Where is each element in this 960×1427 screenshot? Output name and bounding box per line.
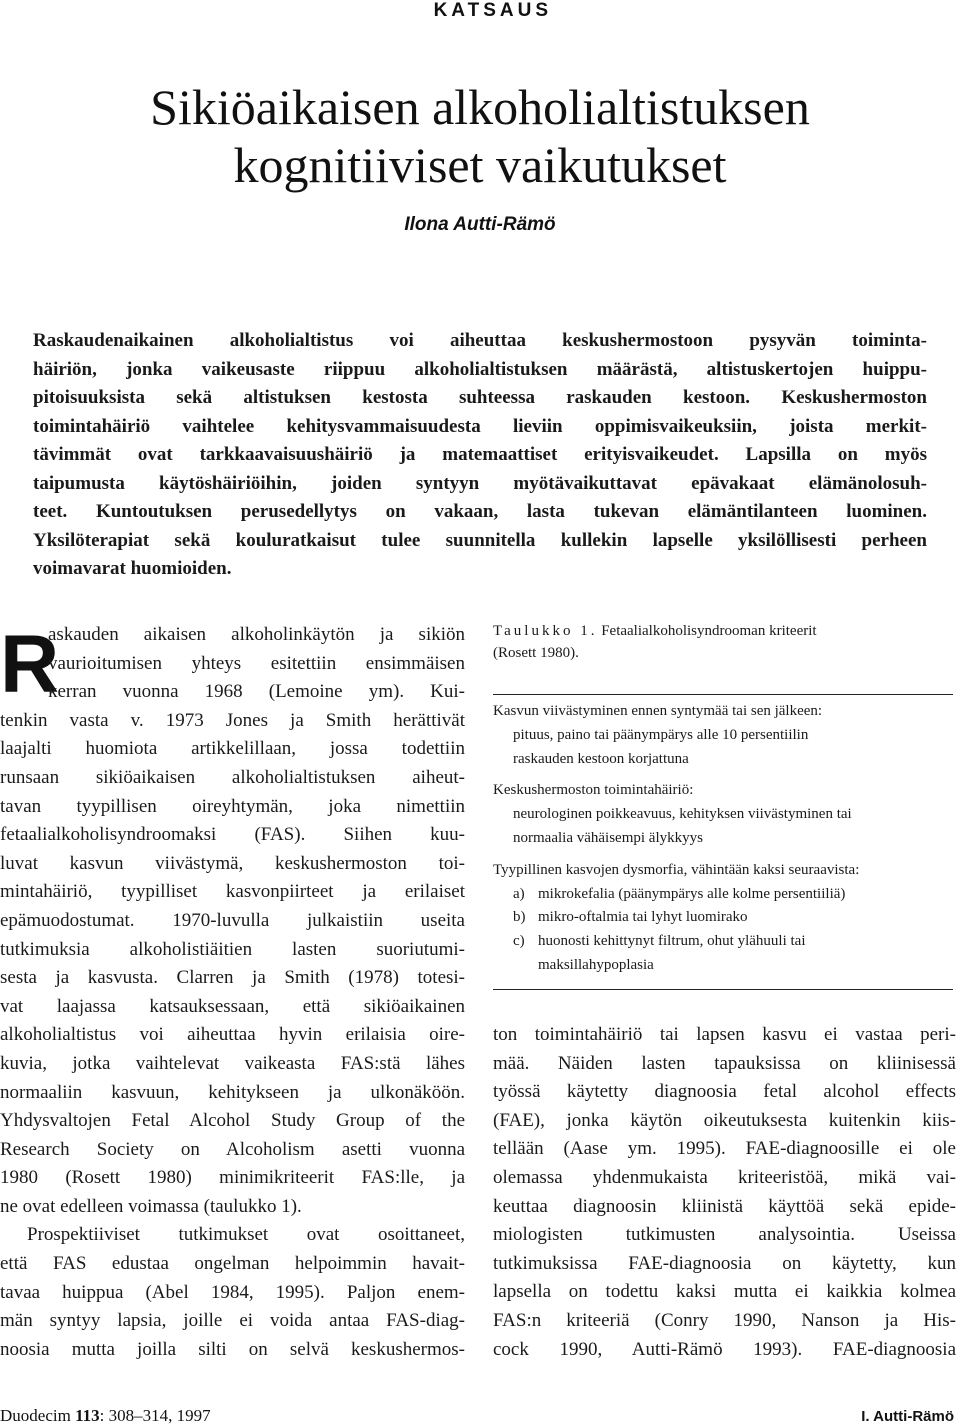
body-line: ne ovat edelleen voimassa (taulukko 1). bbox=[0, 1195, 302, 1217]
item-text: mikro-oftalmia tai lyhyt luomirako bbox=[538, 909, 748, 926]
criterion-cns bbox=[493, 779, 953, 850]
criterion-detail: raskauden kestoon korjattuna bbox=[513, 750, 689, 767]
abstract-line: taipumusta käytöshäiriöihin, joiden syntyyn myötävaikuttavat epävakaat elämänolosuh- bbox=[33, 472, 927, 494]
body-line: luvat kasvun viivästymä, keskushermoston toi- bbox=[0, 852, 465, 874]
abstract-line: Yksilöterapiat sekä kouluratkaisut tulee suunnitella kullekin lapselle yksilöllisesti perheen bbox=[33, 529, 927, 551]
body-line: fetaalialkoholisyndroomaksi (FAS). Siihen kuu- bbox=[0, 824, 465, 846]
table-caption bbox=[493, 620, 953, 664]
footer-author: I. Autti-Rämö bbox=[861, 1408, 954, 1425]
body-line: tutkimuksissa FAE-diagnoosia on käytetty, kun bbox=[493, 1252, 956, 1274]
body-line: noosia mutta joilla silti on selvä keskushermos- bbox=[0, 1338, 465, 1360]
article-title bbox=[0, 78, 960, 194]
body-line: tellään (Aase ym. 1995). FAE-diagnoosille ei ole bbox=[493, 1138, 956, 1160]
body-line: ton toimintahäiriö tai lapsen kasvu ei vastaa peri- bbox=[493, 1024, 956, 1045]
body-line: tavaa huippua (Abel 1984, 1995). Paljon enem- bbox=[0, 1281, 465, 1303]
criterion-heading: Kasvun viivästyminen ennen syntymää tai sen jälkeen: bbox=[493, 703, 823, 719]
body-line: 1980 (Rosett 1980) minimikriteerit FAS:lle, ja bbox=[0, 1167, 465, 1189]
body-line: Yhdysvaltojen Fetal Alcohol Study Group of the bbox=[0, 1110, 465, 1132]
body-line: FAS:n kriteeriä (Conry 1990, Nanson ja His- bbox=[493, 1309, 956, 1331]
body-line: mää. Näiden lasten tapauksissa on kliinisessä bbox=[493, 1052, 956, 1074]
body-line: miologisten tutkimusten analysointia. Useissa bbox=[493, 1224, 956, 1246]
abstract-line: toimintahäiriö vaihtelee kehitysvammaisuudesta lieviin oppimisvaikeuksiin, joista merkit- bbox=[33, 415, 927, 437]
criterion-item bbox=[493, 930, 953, 954]
body-line: keuttaa diagnoosin kliinistä käyttöä sekä epide- bbox=[493, 1195, 956, 1217]
table-bottom-rule bbox=[493, 989, 953, 990]
body-line: normaaliin kasvuun, kehitykseen ja ulkonäköön. bbox=[0, 1081, 465, 1103]
abstract-line: Raskaudenaikainen alkoholialtistus voi aiheuttaa keskushermostoon pysyvän toiminta- bbox=[33, 330, 927, 351]
criterion-heading: Keskushermoston toimintahäiriö: bbox=[493, 782, 694, 799]
body-line: kerran vuonna 1968 (Lemoine ym). Kui- bbox=[48, 681, 465, 703]
criteria-table bbox=[493, 620, 953, 978]
body-line: cock 1990, Autti-Rämö 1993). FAE-diagnoosia bbox=[493, 1338, 956, 1360]
table-label: Taulukko 1. bbox=[493, 623, 598, 639]
abstract-line: häiriön, jonka vaikeusaste riippuu alkoholialtistuksen määrästä, altistuskertojen huippu- bbox=[33, 358, 927, 380]
title-line-2: kognitiiviset vaikutukset bbox=[233, 137, 727, 193]
body-line: vaurioitumisen yhteys esitettiin ensimmäisen bbox=[48, 652, 465, 674]
body-line: tavan tyypillisen oireyhtymän, joka nimettiin bbox=[0, 795, 465, 817]
abstract-line: voimavarat huomioiden. bbox=[33, 558, 232, 579]
body-line: alkoholialtistus voi aiheuttaa hyvin erilaisia oire- bbox=[0, 1024, 465, 1046]
criterion-detail: normaalia vähäisempi älykkyys bbox=[513, 829, 703, 846]
criterion-item bbox=[493, 906, 953, 930]
body-line: työssä käytetty diagnoosia fetal alcohol effects bbox=[493, 1081, 956, 1103]
criterion-detail: neurologinen poikkeavuus, kehityksen viivästyminen tai bbox=[513, 806, 852, 823]
body-line: askauden aikaisen alkoholinkäytön ja sikiön bbox=[48, 624, 465, 645]
table-top-rule bbox=[493, 694, 953, 695]
journal-volume: 113 bbox=[75, 1406, 100, 1425]
body-line: män syntyy lapsia, joille ei voida antaa FAS-diag- bbox=[0, 1310, 465, 1332]
item-text: mikrokefalia (päänympärys alle kolme persentiiliä) bbox=[538, 885, 846, 902]
section-label: KATSAUS bbox=[433, 0, 552, 21]
criterion-item bbox=[493, 883, 953, 907]
footer-citation bbox=[0, 1406, 211, 1426]
body-line: tutkimuksia alkoholistiäitien lasten suoriutumi- bbox=[0, 938, 465, 960]
item-label: b) bbox=[513, 909, 526, 926]
abstract bbox=[33, 327, 927, 584]
body-line: kuvia, jotka vaihtelevat vaikeasta FAS:stä lähes bbox=[0, 1052, 465, 1074]
body-line: laajalti huomiota artikkelillaan, jossa todettiin bbox=[0, 738, 465, 760]
table-source: (Rosett 1980). bbox=[493, 645, 579, 661]
body-line: mintahäiriö, tyypilliset kasvonpiirteet ja erilaiset bbox=[0, 881, 465, 903]
body-line: vat laajassa katsauksessaan, että sikiöaikainen bbox=[0, 995, 465, 1017]
body-line: että FAS edustaa ongelman helpoimmin havait- bbox=[0, 1253, 465, 1275]
body-line: epämuodostumat. 1970-luvulla julkaistiin useita bbox=[0, 909, 465, 931]
abstract-line: tävimmät ovat tarkkaavaisuushäiriö ja matemaattiset erityisvaikeudet. Lapsilla on myös bbox=[33, 444, 927, 465]
body-line: Prospektiiviset tutkimukset ovat osoittaneet, bbox=[27, 1224, 465, 1246]
criterion-growth bbox=[493, 700, 953, 771]
title-line-1: Sikiöaikaisen alkoholialtistuksen bbox=[150, 79, 810, 135]
journal-pages: : 308–314, 1997 bbox=[99, 1406, 211, 1425]
journal-name: Duodecim bbox=[0, 1406, 71, 1425]
abstract-line: pitoisuuksista sekä altistuksen kestosta suhteessa raskauden kestoon. Keskushermoston bbox=[33, 387, 927, 408]
item-label: c) bbox=[513, 933, 525, 950]
drop-cap: R bbox=[0, 619, 60, 710]
body-line: sesta ja kasvusta. Clarren ja Smith (1978) totesi- bbox=[0, 967, 465, 989]
criterion-dysmorphia bbox=[493, 859, 953, 978]
criterion-detail: pituus, paino tai päänympärys alle 10 persentiilin bbox=[513, 726, 809, 743]
body-line: tenkin vasta v. 1973 Jones ja Smith herättivät bbox=[0, 709, 465, 731]
body-line: Research Society on Alcoholism asetti vuonna bbox=[0, 1138, 465, 1160]
item-continuation: maksillahypoplasia bbox=[538, 956, 654, 973]
table-title: Fetaalialkoholisyndrooman kriteerit bbox=[601, 623, 817, 639]
criterion-heading: Tyypillinen kasvojen dysmorfia, vähintään kaksi seuraavista: bbox=[493, 861, 860, 878]
item-text: huonosti kehittynyt filtrum, ohut ylähuuli tai bbox=[538, 933, 806, 950]
author-name: Ilona Autti-Rämö bbox=[404, 214, 556, 235]
body-line: olemassa yhdenmukaista kriteeristöä, mikä vai- bbox=[493, 1166, 956, 1188]
body-column-left bbox=[0, 621, 465, 1364]
abstract-line: teet. Kuntoutuksen perusedellytys on vakaan, lasta tukevan elämäntilanteen luominen. bbox=[33, 501, 927, 522]
item-label: a) bbox=[513, 885, 525, 902]
body-line: runsaan sikiöaikaisen alkoholialtistuksen aiheut- bbox=[0, 766, 465, 788]
body-line: lapsella on todettu kaksi mutta ei kaikkia kolmea bbox=[493, 1281, 956, 1303]
body-line: (FAE), jonka käytön oikeutuksesta kuitenkin kiis- bbox=[493, 1109, 956, 1131]
body-column-right bbox=[493, 1021, 956, 1364]
